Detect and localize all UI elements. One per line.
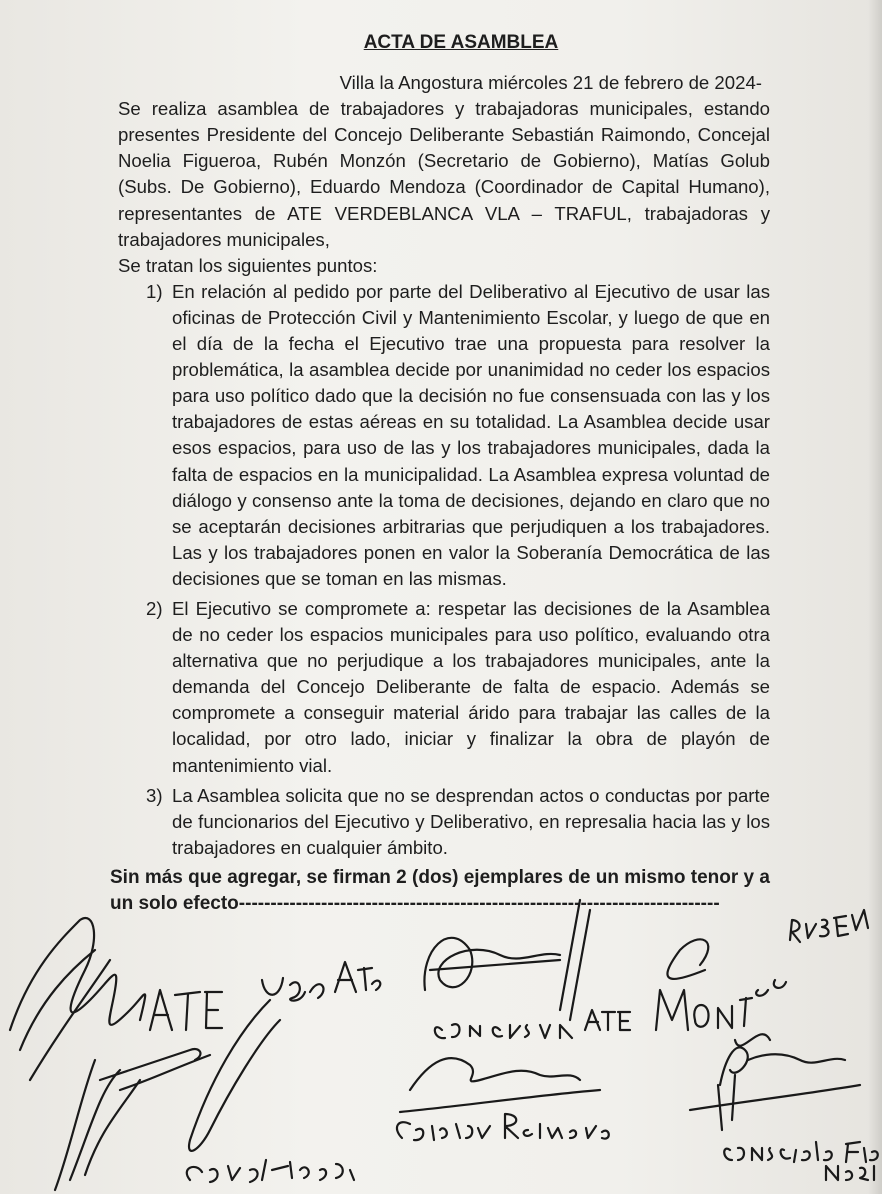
document-body <box>110 30 770 917</box>
point-text: La Asamblea solicita que no se desprendan actos o conductas por parte de funcionarios del Ejecutivo y Deliberativo, en represalia hacia las y los trabajadores en cualquier ámbito. <box>172 784 770 858</box>
signature-3 <box>424 900 630 1038</box>
signature-1 <box>10 918 222 1080</box>
points-list <box>118 279 770 861</box>
point-item-2 <box>118 596 770 779</box>
document-title: ACTA DE ASAMBLEA <box>363 32 559 53</box>
point-item-3 <box>118 783 770 861</box>
signature-7 <box>55 1000 354 1190</box>
signature-4 <box>656 910 868 1046</box>
point-number: 3) <box>146 784 163 806</box>
point-text: El Ejecutivo se compromete a: respetar las decisiones de la Asamblea de no ceder los espacios municipales para uso político, evaluando otra alternativa que no perjudique a los trabajadores municipales, ante la demanda del Concejo Deliberante de falta de espacio. Además se compromete a conseguir material árido para trabajar las calles de la localidad, por otro lado, iniciar y finalizar la obra de playón de mantenimiento vial. <box>172 597 770 776</box>
signature-6 <box>690 1047 878 1180</box>
intro-paragraph: Se realiza asamblea de trabajadores y trabajadoras municipales, estando presentes Presidente del Concejo Deliberante Sebastián Raimondo, Concejal Noelia Figueroa, Rubén Monzón (Secretario de Gobierno), Matías Golub (Subs. De Gobierno), Eduardo Mendoza (Coordinador de Capital Humano), representantes de ATE VERDEBLANCA VLA – TRAFUL, trabajadoras y trabajadores municipales, <box>118 98 770 250</box>
date-line: Villa la Angostura miércoles 21 de febrero de 2024- <box>339 72 762 94</box>
points-intro: Se tratan los siguientes puntos: <box>118 254 378 276</box>
point-number: 2) <box>146 597 163 619</box>
closing-statement-end: un solo efecto---------------------------------------------------------------------------- <box>110 893 720 914</box>
signatures-area <box>0 880 882 1194</box>
point-number: 1) <box>146 280 163 302</box>
point-text: En relación al pedido por parte del Deliberativo al Ejecutivo de usar las oficinas de Protección Civil y Mantenimiento Escolar, y luego de que en el día de la fecha el Ejecutivo trae una propuesta para resolver la problemática, la asamblea decide por unanimidad no ceder los espacios para uso político dado que la decisión no fue consensuada con las y los trabajadores de estas aéreas en su totalidad. La Asamblea decide usar esos espacios, para uso de las y los trabajadores municipales, dada la falta de espacios en la municipalidad. La Asamblea expresa voluntad de diálogo y consenso ante la toma de decisiones, dejando en claro que no se aceptarán decisiones arbitrarias que perjudiquen a los trabajadores. Las y los trabajadores ponen en valor la Soberanía Democrática de las decisiones que se toman en las mismas. <box>172 280 770 589</box>
point-item-1 <box>118 279 770 592</box>
closing-statement: Sin más que agregar, se firman 2 (dos) ejemplares de un mismo tenor y a <box>110 866 770 888</box>
signature-2 <box>262 962 380 1001</box>
signature-5 <box>397 1058 609 1140</box>
